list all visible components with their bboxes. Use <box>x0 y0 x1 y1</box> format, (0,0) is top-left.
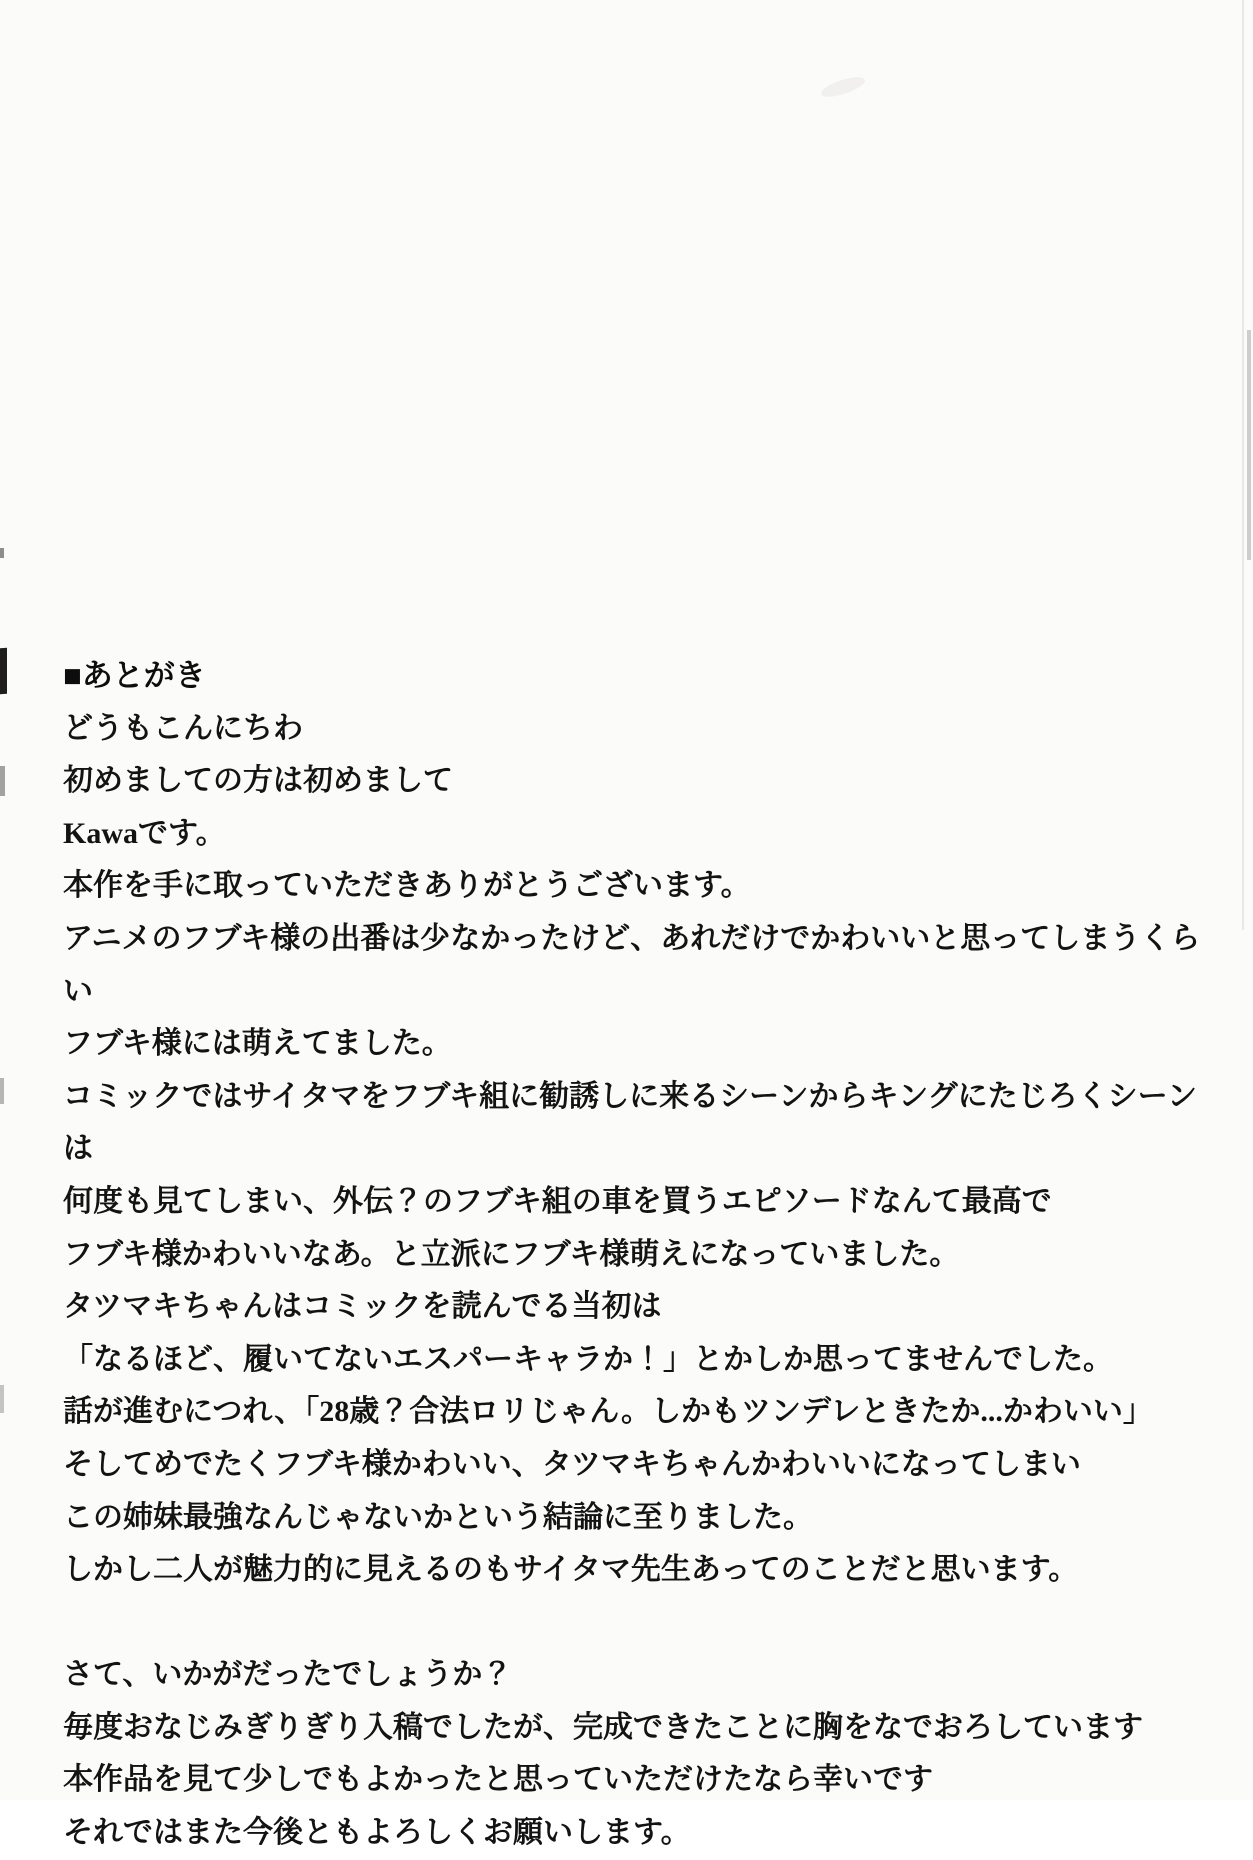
afterword-line: それではまた今後ともよろしくお願いします。 <box>63 1816 691 1850</box>
scan-artifact <box>1242 0 1244 930</box>
scan-artifact <box>0 548 4 558</box>
afterword-line: さて、いかがだったでしょうか？ <box>63 1658 513 1692</box>
afterword-line: フブキ様には萌えてました。 <box>63 1027 452 1061</box>
afterword-line: 本作を手に取っていただきありがとうございます。 <box>63 869 751 903</box>
scan-artifact <box>819 73 867 101</box>
afterword-line: コミックではサイタマをフブキ組に勧誘しに来るシーンからキングにたじろくシーンは <box>63 1079 1197 1166</box>
afterword-line: 「なるほど、履いてないエスパーキャラか！」とかしか思ってませんでした。 <box>63 1342 1113 1376</box>
afterword-line: どうもこんにちわ <box>63 711 303 745</box>
afterword-line: 何度も見てしまい、外伝？のフブキ組の車を買うエピソードなんて最高で <box>63 1184 1052 1218</box>
afterword-text-block <box>63 650 1213 1860</box>
scan-artifact <box>0 1078 4 1104</box>
afterword-line: この姉妹最強なんじゃないかという結論に至りました。 <box>63 1500 813 1534</box>
afterword-line: アニメのフブキ様の出番は少なかったけど、あれだけでかわいいと思ってしまうくらい <box>63 921 1201 1008</box>
afterword-line: フブキ様かわいいなあ。と立派にフブキ様萌えになっていました。 <box>63 1237 960 1271</box>
afterword-line: 話が進むにつれ、「28歳？合法ロリじゃん。しかもツンデレときたか...かわいい」 <box>63 1395 1153 1429</box>
scan-artifact <box>0 766 5 796</box>
afterword-line: Kawaです。 <box>63 816 226 850</box>
afterword-heading: ■あとがき <box>63 658 206 693</box>
afterword-line: しかし二人が魅力的に見えるのもサイタマ先生あってのことだと思います。 <box>63 1553 1079 1587</box>
afterword-line: タツマキちゃんはコミックを読んでる当初は <box>63 1290 662 1324</box>
scan-artifact <box>0 1385 4 1413</box>
scan-artifact <box>0 648 7 694</box>
afterword-line: 初めましての方は初めまして <box>63 764 453 798</box>
afterword-line: 本作品を見て少しでもよかったと思っていただけたなら幸いです <box>63 1763 933 1797</box>
afterword-line: そしてめでたくフブキ様かわいい、タツマキちゃんかわいいになってしまい <box>63 1447 1081 1481</box>
afterword-line: 毎度おなじみぎりぎり入稿でしたが、完成できたことに胸をなでおろしています <box>63 1710 1143 1744</box>
scan-artifact <box>1247 330 1251 560</box>
paragraph-gap <box>63 1597 1213 1650</box>
